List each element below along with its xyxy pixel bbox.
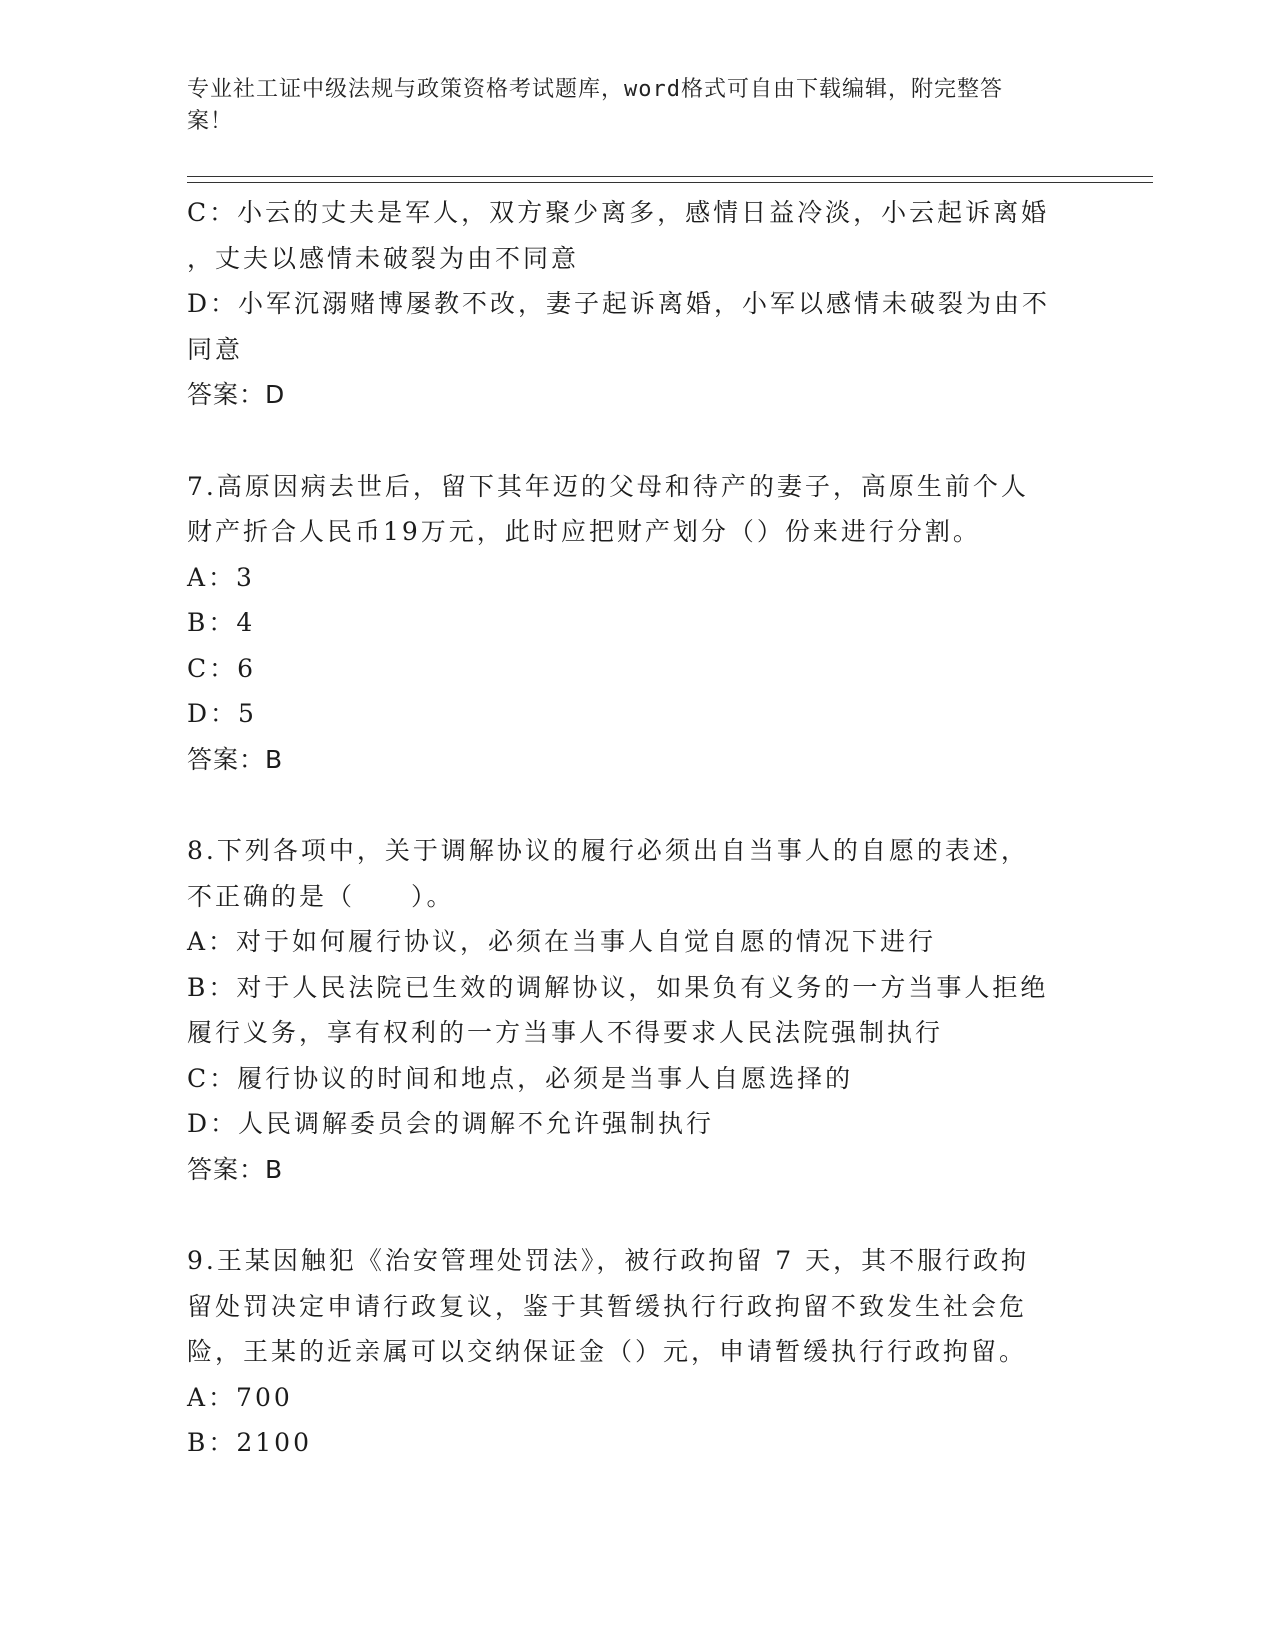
document-header xyxy=(187,74,1067,138)
option-line: B：2100 xyxy=(187,1428,312,1457)
question-stem: 9.王某因触犯《治安管理处罚法》，被行政拘留 7 天，其不服行政拘 xyxy=(187,1246,1030,1275)
option-line: A：700 xyxy=(187,1382,293,1412)
answer-line: 答案：B xyxy=(187,1154,284,1184)
question-block-prev xyxy=(187,190,1087,418)
option-line: B：对于人民法院已生效的调解协议，如果负有义务的一方当事人拒绝 xyxy=(187,972,1049,1002)
question-stem: 8.下列各项中，关于调解协议的履行必须出自当事人的自愿的表述， xyxy=(187,836,1029,865)
question-stem: 留处罚决定申请行政复议，鉴于其暂缓执行行政拘留不致发生社会危 xyxy=(187,1291,1028,1321)
header-line: 专业社工证中级法规与政策资格考试题库，word格式可自由下载编辑，附完整答 xyxy=(187,77,1003,102)
option-line: C：6 xyxy=(187,653,257,683)
option-line: D：人民调解委员会的调解不允许强制执行 xyxy=(187,1109,715,1138)
option-line: C：履行协议的时间和地点，必须是当事人自愿选择的 xyxy=(187,1063,854,1093)
option-line: 同意 xyxy=(187,334,244,364)
question-block-8 xyxy=(187,828,1087,1192)
option-line: ，丈夫以感情未破裂为由不同意 xyxy=(187,243,580,273)
option-line: 履行义务，享有权利的一方当事人不得要求人民法院强制执行 xyxy=(187,1018,944,1047)
header-divider xyxy=(187,176,1153,177)
option-line: D：5 xyxy=(187,699,257,728)
option-line: D：小军沉溺赌博屡教不改，妻子起诉离婚，小军以感情未破裂为由不 xyxy=(187,289,1051,318)
question-stem: 不正确的是（ ）。 xyxy=(187,881,455,911)
answer-line: 答案：B xyxy=(187,744,284,774)
question-block-7 xyxy=(187,464,1087,783)
question-stem: 险，王某的近亲属可以交纳保证金（）元，申请暂缓执行行政拘留。 xyxy=(187,1337,1028,1366)
option-line: A：对于如何履行协议，必须在当事人自觉自愿的情况下进行 xyxy=(187,927,937,956)
question-stem: 7.高原因病去世后，留下其年迈的父母和待产的妻子，高原生前个人 xyxy=(187,471,1029,501)
option-line: B：4 xyxy=(187,608,256,637)
question-block-9 xyxy=(187,1238,1087,1466)
answer-line: 答案：D xyxy=(187,380,286,409)
option-line: C：小云的丈夫是军人，双方聚少离多，感情日益冷淡，小云起诉离婚 xyxy=(187,198,1050,227)
question-stem: 财产折合人民币19万元，此时应把财产划分（）份来进行分割。 xyxy=(187,517,981,546)
option-line: A：3 xyxy=(187,562,255,592)
header-line: 案！ xyxy=(187,109,234,134)
question-content xyxy=(187,190,1087,1466)
header-divider xyxy=(187,182,1153,183)
